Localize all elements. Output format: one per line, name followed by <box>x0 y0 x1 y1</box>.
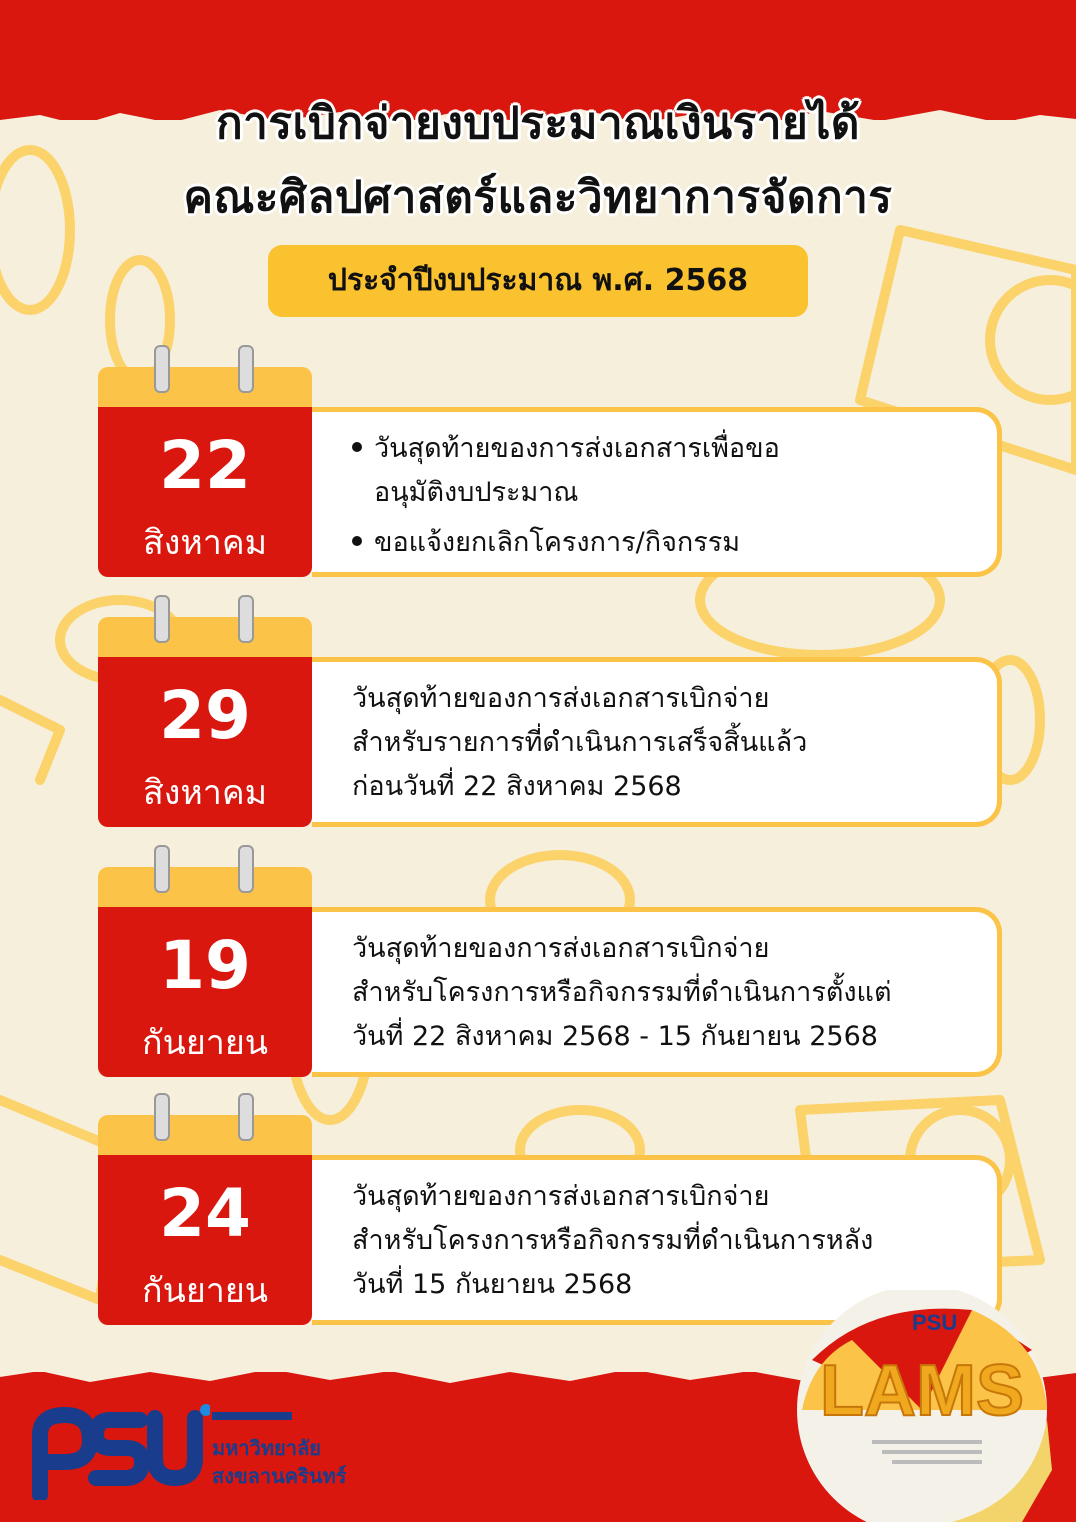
calendar-date <box>98 1155 312 1325</box>
description-line: วันสุดท้ายของการส่งเอกสารเบิกจ่าย <box>352 1181 770 1212</box>
deadline-description <box>312 907 1002 1077</box>
calendar-date <box>98 657 312 827</box>
calendar-date <box>98 907 312 1077</box>
calendar-ring-icon <box>154 345 170 393</box>
deadline-card-3 <box>98 845 1008 1075</box>
lams-sticker-logo <box>792 1290 1062 1522</box>
description-line: วันที่ 22 สิงหาคม 2568 - 15 กันยายน 2568 <box>352 1021 878 1052</box>
description-line: วันสุดท้ายของการส่งเอกสารเพื่อขอ <box>374 433 780 464</box>
description-line: ขอแจ้งยกเลิกโครงการ/กิจกรรม <box>374 527 741 558</box>
description-line: วันสุดท้ายของการส่งเอกสารเบิกจ่าย <box>352 683 770 714</box>
university-name-line2: สงขลานครินทร์ <box>212 1464 347 1488</box>
description-line: วันที่ 15 กันยายน 2568 <box>352 1269 633 1300</box>
deadline-card-4 <box>98 1093 1008 1323</box>
date-day: 19 <box>159 927 251 1004</box>
description-line: อนุมัติงบประมาณ <box>374 477 579 508</box>
description-line: วันสุดท้ายของการส่งเอกสารเบิกจ่าย <box>352 933 770 964</box>
date-day: 22 <box>159 427 251 504</box>
sticker-lams-text: LAMS <box>820 1351 1024 1431</box>
date-month: สิงหาคม <box>142 773 267 813</box>
calendar-ring-icon <box>154 595 170 643</box>
calendar-date <box>98 407 312 577</box>
bullet-icon <box>352 536 362 546</box>
description-line: ก่อนวันที่ 22 สิงหาคม 2568 <box>352 771 682 802</box>
calendar-ring-icon <box>154 1093 170 1141</box>
deadline-card-1 <box>98 345 1008 575</box>
calendar-ring-icon <box>238 345 254 393</box>
description-line: สำหรับรายการที่ดำเนินการเสร็จสิ้นแล้ว <box>352 727 808 758</box>
psu-logo-bar <box>212 1412 292 1420</box>
bullet-icon <box>352 442 362 452</box>
date-month: กันยายน <box>141 1023 268 1063</box>
description-line: สำหรับโครงการหรือกิจกรรมที่ดำเนินการตั้งแต่ <box>352 977 892 1008</box>
calendar-ring-icon <box>154 845 170 893</box>
date-month: สิงหาคม <box>142 523 267 563</box>
deadline-card-2 <box>98 595 1008 825</box>
psu-logo-icon <box>30 1400 210 1500</box>
page-title-line2: คณะศิลปศาสตร์และวิทยาการจัดการ <box>183 172 893 223</box>
calendar-ring-icon <box>238 845 254 893</box>
description-line: สำหรับโครงการหรือกิจกรรมที่ดำเนินการหลัง <box>352 1225 874 1256</box>
date-month: กันยายน <box>141 1271 268 1311</box>
page-title-line1: การเบิกจ่ายงบประมาณเงินรายได้ <box>216 98 860 149</box>
deadline-description <box>312 657 1002 827</box>
calendar-ring-icon <box>238 1093 254 1141</box>
fiscal-year-badge: ประจำปีงบประมาณ พ.ศ. 2568 <box>268 245 808 317</box>
university-name-line1: มหาวิทยาลัย <box>212 1436 321 1460</box>
date-day: 29 <box>159 677 251 754</box>
sticker-psu-mark: PSU <box>912 1310 958 1335</box>
deadline-description <box>312 407 1002 577</box>
date-day: 24 <box>159 1175 251 1252</box>
calendar-ring-icon <box>238 595 254 643</box>
